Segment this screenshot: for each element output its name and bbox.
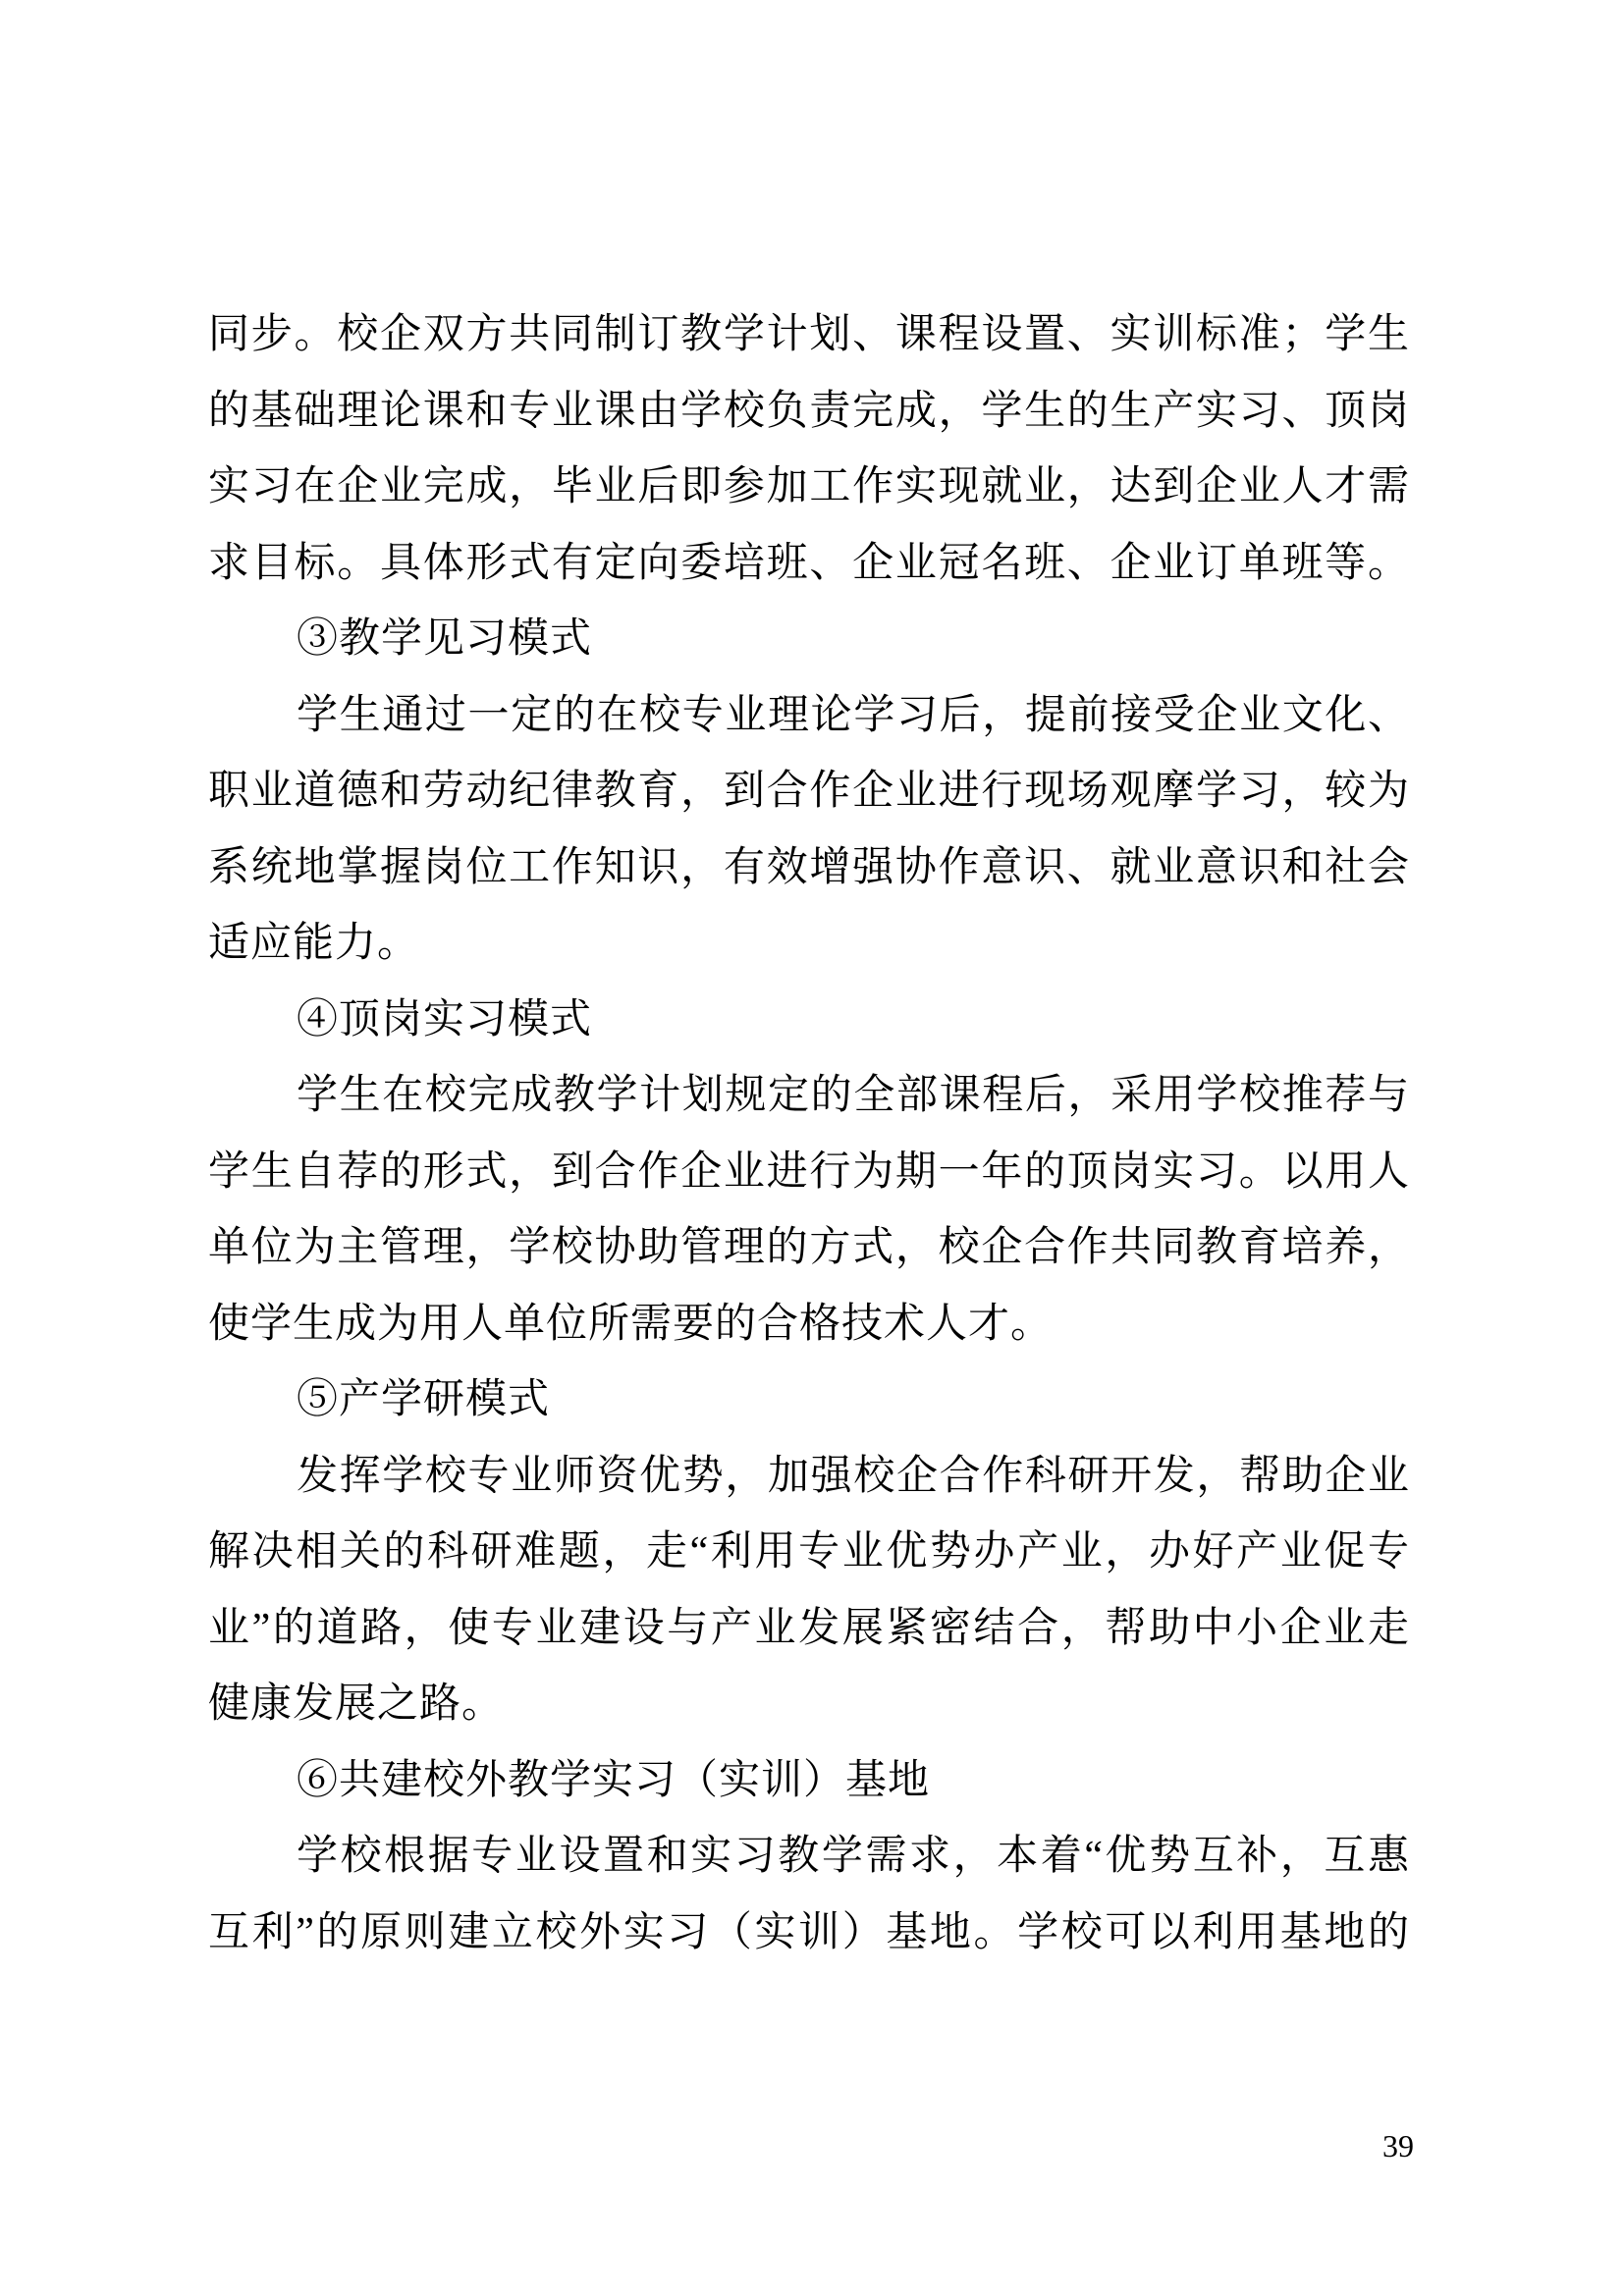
text-line: 学生自荐的形式，到合作企业进行为期一年的顶岗实习。以用人 <box>208 1148 1410 1195</box>
page-number: 39 <box>1382 2128 1414 2163</box>
text-line: 互利”的原则建立校外实习（实训）基地。学校可以利用基地的 <box>208 1909 1410 1955</box>
text-line: 健康发展之路。 <box>208 1682 505 1727</box>
text-line: 职业道德和劳动纪律教育，到合作企业进行现场观摩学习，较为 <box>208 769 1410 814</box>
text-line: ④顶岗实习模式 <box>297 996 593 1042</box>
text-line: 单位为主管理，学校协助管理的方式，校企合作共同教育培养， <box>208 1225 1410 1270</box>
text-line: 求目标。具体形式有定向委培班、企业冠名班、企业订单班等。 <box>208 540 1410 586</box>
text-line: 学生通过一定的在校专业理论学习后，提前接受企业文化、 <box>297 692 1410 738</box>
text-line: 系统地掌握岗位工作知识，有效增强协作意识、就业意识和社会 <box>208 844 1410 890</box>
text-line: 业”的道路，使专业建设与产业发展紧密结合，帮助中小企业走 <box>208 1605 1410 1651</box>
text-line: ⑥共建校外教学实习（实训）基地 <box>297 1757 931 1803</box>
text-line: 适应能力。 <box>208 921 420 966</box>
text-line: 的基础理论课和专业课由学校负责完成，学生的生产实习、顶岗 <box>208 388 1410 434</box>
text-line: ⑤产学研模式 <box>297 1377 551 1422</box>
text-line: ③教学见习模式 <box>297 616 593 662</box>
body-text <box>208 297 1410 1971</box>
text-line: 学生在校完成教学计划规定的全部课程后，采用学校推荐与 <box>297 1073 1410 1118</box>
text-line: 解决相关的科研难题，走“利用专业优势办产业，办好产业促专 <box>208 1529 1410 1575</box>
text-line: 同步。校企双方共同制订教学计划、课程设置、实训标准；学生 <box>208 312 1410 357</box>
text-line: 发挥学校专业师资优势，加强校企合作科研开发，帮助企业 <box>297 1453 1410 1499</box>
text-line: 实习在企业完成，毕业后即参加工作实现就业，达到企业人才需 <box>208 464 1410 509</box>
text-line: 学校根据专业设置和实习教学需求，本着“优势互补，互惠 <box>297 1834 1410 1879</box>
text-line: 使学生成为用人单位所需要的合格技术人才。 <box>208 1301 1054 1347</box>
